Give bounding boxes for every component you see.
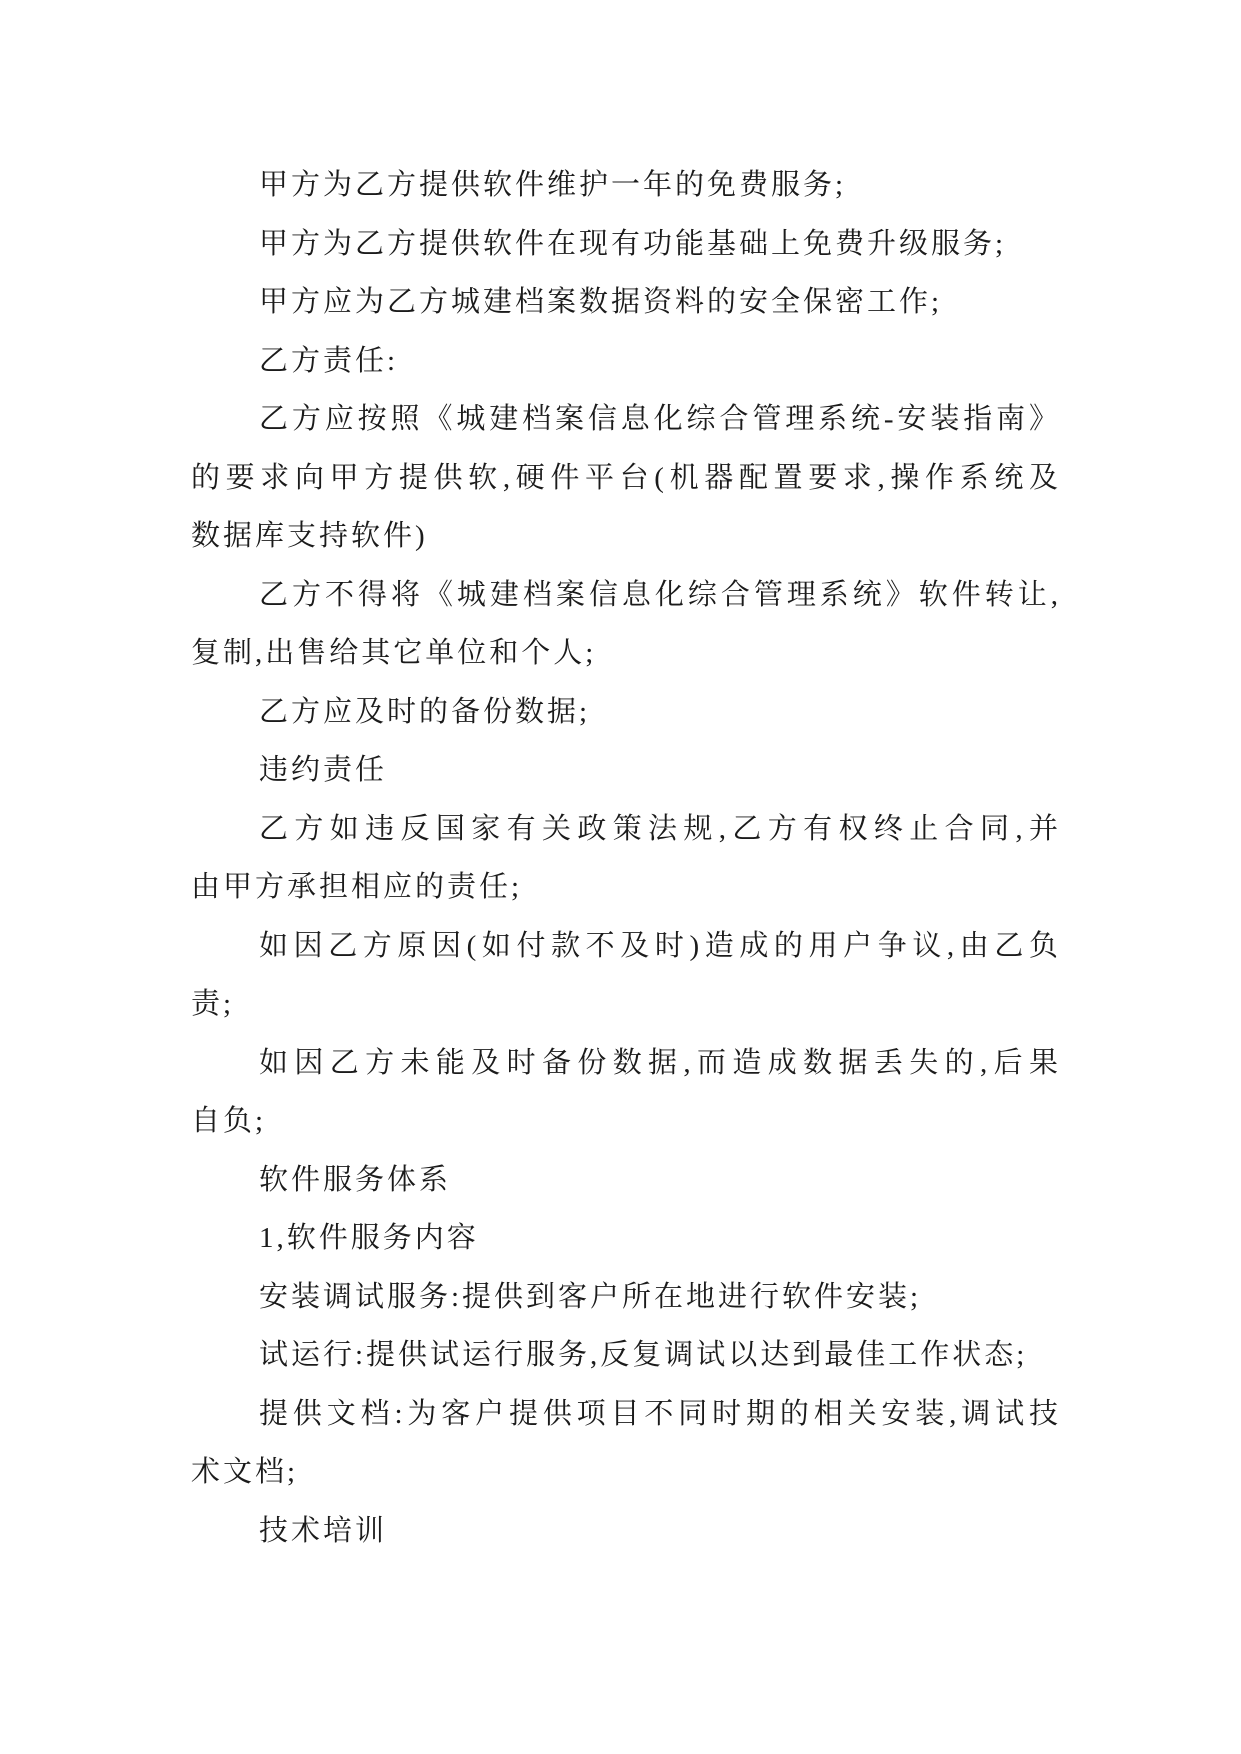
- paragraph: [191, 1385, 1058, 1502]
- paragraph: [191, 1326, 1058, 1385]
- section-heading: 软件服务体系: [259, 1163, 452, 1196]
- section-heading: 乙方责任:: [259, 344, 399, 377]
- paragraph-line: 甲方为乙方提供软件维护一年的免费服务;: [259, 169, 847, 201]
- paragraph-line: 乙方不得将《城建档案信息化综合管理系统》软件转让,: [259, 578, 1058, 611]
- paragraph: [191, 566, 1058, 683]
- paragraph-line: 的要求向甲方提供软,硬件平台(机器配置要求,操作系统及: [191, 461, 1058, 494]
- paragraph-line: 甲方为乙方提供软件在现有功能基础上免费升级服务;: [259, 227, 1007, 260]
- paragraph-line: 安装调试服务:提供到客户所在地进行软件安装;: [259, 1280, 922, 1313]
- section-heading-party-b-responsibility: [191, 332, 1058, 391]
- paragraph: [191, 390, 1058, 566]
- paragraph-line: 乙方应按照《城建档案信息化综合管理系统-安装指南》: [259, 403, 1058, 435]
- subsection-heading: 1,软件服务内容: [259, 1222, 479, 1254]
- section-heading-breach-liability: [191, 741, 1058, 800]
- paragraph-line: 乙方如违反国家有关政策法规,乙方有权终止合同,并: [259, 812, 1058, 845]
- section-heading-software-service-system: [191, 1151, 1058, 1210]
- paragraph: [191, 800, 1058, 917]
- paragraph: [191, 917, 1058, 1034]
- subsection-heading-technical-training: [191, 1502, 1058, 1561]
- paragraph-line: 由甲方承担相应的责任;: [191, 871, 523, 903]
- paragraph: [191, 215, 1058, 274]
- paragraph: [191, 1268, 1058, 1327]
- subsection-heading-service-content: [191, 1209, 1058, 1268]
- paragraph: [191, 273, 1058, 332]
- paragraph-line: 如因乙方原因(如付款不及时)造成的用户争议,由乙负: [259, 929, 1058, 962]
- section-heading: 违约责任: [259, 754, 388, 786]
- paragraph-line: 自负;: [191, 1105, 267, 1137]
- paragraph-line: 如因乙方未能及时备份数据,而造成数据丢失的,后果: [259, 1046, 1058, 1079]
- paragraph-line: 复制,出售给其它单位和个人;: [191, 637, 597, 669]
- paragraph: [191, 156, 1058, 215]
- subsection-heading: 技术培训: [259, 1514, 388, 1547]
- paragraph-line: 术文档;: [191, 1456, 299, 1488]
- paragraph-line: 提供文档:为客户提供项目不同时期的相关安装,调试技: [259, 1397, 1058, 1430]
- paragraph-line: 试运行:提供试运行服务,反复调试以达到最佳工作状态;: [259, 1339, 1028, 1371]
- paragraph-line: 乙方应及时的备份数据;: [259, 695, 591, 728]
- paragraph-line: 数据库支持软件): [191, 520, 428, 552]
- paragraph-line: 甲方应为乙方城建档案数据资料的安全保密工作;: [259, 286, 943, 318]
- paragraph: [191, 683, 1058, 742]
- paragraph-line: 责;: [191, 988, 235, 1020]
- paragraph: [191, 1034, 1058, 1151]
